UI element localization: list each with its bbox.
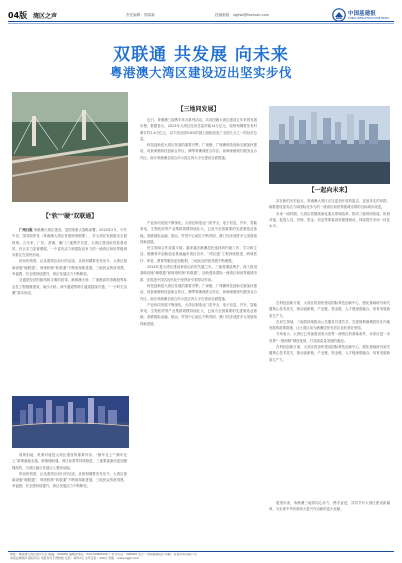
article-column-left-lower bbox=[12, 452, 127, 549]
footer-line: 地址：粤港澳大湾区建设专栏 邮编：000000 编辑部电话：010-00000000 广告许可证：000000 发行：中国基建报社 印刷：某某印务有限公司 bbox=[10, 553, 197, 556]
paragraph: 在科技创新方面，大湾区将加快建设国际科技创新中心，强化基础研究和关键核心技术攻关，推动创新链、产业链、资金链、人才链深度融合，培育发展新质生产力。 bbox=[269, 345, 390, 362]
paragraph: 民生领域合作成果丰硕。越来越多港澳居民选择到内地工作、学习和生活，港澳青年创新创业基地遍布湾区各市，“湾区通”工程持续推进，跨境医疗、养老、教育等服务更加便利，三地民众的获得感不断增强。 bbox=[140, 246, 257, 263]
section-head-joint-development: 【三地同发展】 bbox=[177, 106, 220, 113]
paragraph: 产业协同发展不断深化。大湾区制造业门类齐全，电子信息、汽车、智能家电、生物医药等产业集群规模持续壮大，已成为全国重要的先进制造业基地。香港国际金融、航运、贸易中心地位不断巩固，澳门经济适度多元发展取得新进展。 bbox=[140, 302, 257, 326]
section-head-dual-connectivity: 【"软""硬"双联通】 bbox=[42, 213, 98, 220]
article-column-right-middle bbox=[269, 300, 390, 500]
paragraph: 交通是经济的脉络和文明的纽带。港珠澳大桥、广深港高铁香港段等标志性工程相继建成，南沙大桥、深中通道等跨江通道陆续开通，“一小时生活圈”基本形成。 bbox=[12, 278, 127, 295]
photo-bridge-aerial bbox=[12, 92, 128, 202]
paragraph: 未来一段时期，大湾区将继续深化重点领域改革，推动三地规则衔接、机制对接，促进人员、货物、资金、信息等要素高效便捷流动，持续提升市场一体化水平。 bbox=[269, 211, 390, 229]
photo-harbour-day bbox=[269, 106, 390, 184]
article-column-right-lower bbox=[269, 500, 390, 550]
paragraph: 广州日报 粤港澳大湾区建设，是国家重大战略部署。2019年2月，中共中央、国务院印发《粤港澳大湾区发展规划纲要》，对大湾区发展做出全面规划。五年来，广东、香港、澳门三地携手共进，大湾区建设取得显著成效，综合实力显著增强，一个富有活力和国际竞争力的一流湾区和世界级城市群正在加快形成。 bbox=[12, 228, 127, 258]
logo-subtitle: CHINA INFRASTRUCTURE NEWS bbox=[348, 17, 390, 20]
paragraph: 在科技创新方面，大湾区将加快建设国际科技创新中心，强化基础研究和关键核心技术攻关，推动创新链、产业链、资金链、人才链深度融合，培育发展新质生产力。 bbox=[269, 301, 390, 318]
page-number: 04版 湾区之声 bbox=[8, 11, 57, 20]
paragraph: 在民生领域，三地将持续推动公共服务共建共享，完善便利港澳居民在内地发展的政策措施，让大湾区成为港澳居民安居乐业的美好家园。 bbox=[269, 319, 390, 331]
section-name: 湾区之声 bbox=[32, 13, 57, 20]
article-column-left bbox=[12, 227, 127, 391]
article-column-right bbox=[269, 198, 390, 297]
paragraph: 产业协同发展不断深化。大湾区制造业门类齐全，电子信息、汽车、智能家电、生物医药等产业集群规模持续壮大，已成为全国重要的先进制造业基地。香港国际金融、航运、贸易中心地位不断巩固，澳门经济适度多元发展取得新进展。 bbox=[140, 221, 257, 244]
editor-credit: 责任编辑：郭鸿新 bbox=[126, 13, 155, 17]
submission-email: 投稿邮箱：zgjfsb@foxmail.com bbox=[215, 13, 270, 17]
section-head-toward-future: 【一起向未来】 bbox=[308, 187, 351, 194]
photo-skyline-graphic bbox=[12, 396, 129, 448]
logo-title: 中国基建报 bbox=[348, 11, 376, 17]
sub-headline: 粤港澳大湾区建设迈出坚实步伐 bbox=[109, 65, 292, 80]
paragraph: 展望未来，粤港澳三地将同心协力、携手奋进，共同书写大湾区建设新篇章，为实现中华民族伟大复兴作出新的更大贡献。 bbox=[269, 501, 390, 512]
footer-line: 本报法律顾问 版权所有 未经许可不得转载 定价：每份2元 全年定价：240元 网址：www.zgjjb.com bbox=[10, 555, 139, 560]
footer bbox=[10, 553, 394, 561]
paragraph: 2024年是大湾区建设承前启后的关键之年。三地将继续携手，深入推进基础设施“硬联通”和规则机制“软联通”，加快建设国际一流湾区和世界级城市群，在推进中国式现代化中发挥好引领带动作用。 bbox=[140, 265, 257, 282]
paragraph: 专家表示，大湾区已具备建设成为世界一流湾区的基础条件，未来应进一步发挥“一国两制”制度优势，打造高质量发展的典范。 bbox=[269, 332, 390, 343]
photo-bridge-graphic bbox=[12, 92, 128, 202]
article-column-middle bbox=[140, 117, 257, 209]
article-column-middle-lower bbox=[140, 220, 257, 550]
photo-harbour-graphic bbox=[269, 106, 390, 184]
footer-rule bbox=[8, 551, 394, 552]
masthead bbox=[8, 6, 394, 28]
masthead-rule bbox=[8, 21, 394, 22]
main-headline: 双联通 共发展 向未来 bbox=[113, 45, 289, 65]
byline: 广州日报 bbox=[19, 228, 33, 232]
paragraph: 时间的刻度，记录着湾区前行的足迹。从规划纲要发布至今，大湾区基础设施“硬联通”、规则机制“软联通”不断取得新进展，三地民众的获得感、幸福感、安全感持续提升，湾区发展活力不断释放。 bbox=[12, 259, 127, 277]
paragraph: 近日，粤港澳三地携手举办系列活动，共同回顾大湾区建设五年来的发展历程。数据显示，2023年大湾区经济总量突破14万亿元，较规划纲要发布时增长约2.4万亿元，以不到全国0.6%的国土面积创造了全国九分之一的经济总量。 bbox=[140, 118, 257, 141]
paragraph: 规则衔接、机制对接是大湾区建设的重要内容。“港车北上”“澳车北上”政策落地实施，跨境理财通、湾区标准等持续推进，三地要素流动更加便捷高效，为湾区融合发展注入强劲动能。 bbox=[12, 453, 127, 470]
paragraph: 科技创新是大湾区发展的重要引擎。广深港、广珠澳科技创新走廊加快建设，河套深港科技创新合作区、横琴粤澳深度合作区、前海深港现代服务业合作区、南沙粤港澳全面合作示范区四大平台建设全面提速。 bbox=[140, 283, 257, 301]
paragraph: 时间的刻度，记录着湾区前行的足迹。从规划纲要发布至今，大湾区基础设施“硬联通”、规则机制“软联通”不断取得新进展，三地民众的获得感、幸福感、安全感持续提升，湾区发展活力不断释放。 bbox=[12, 471, 127, 489]
logo-icon bbox=[332, 8, 346, 22]
masthead-rule-thin bbox=[8, 23, 394, 24]
paragraph: 站在新的历史起点，粤港澳大湾区正以更加开放的姿态、更加务实的举措，朝着建设富有活力和国际竞争力的一流湾区和世界级城市群的目标阔步前进。 bbox=[269, 199, 390, 210]
photo-city-night bbox=[12, 396, 129, 448]
paragraph: 科技创新是大湾区发展的重要引擎。广深港、广珠澳科技创新走廊加快建设，河套深港科技创新合作区、横琴粤澳深度合作区、前海深港现代服务业合作区、南沙粤港澳全面合作示范区四大平台建设全面提速。 bbox=[140, 143, 257, 160]
